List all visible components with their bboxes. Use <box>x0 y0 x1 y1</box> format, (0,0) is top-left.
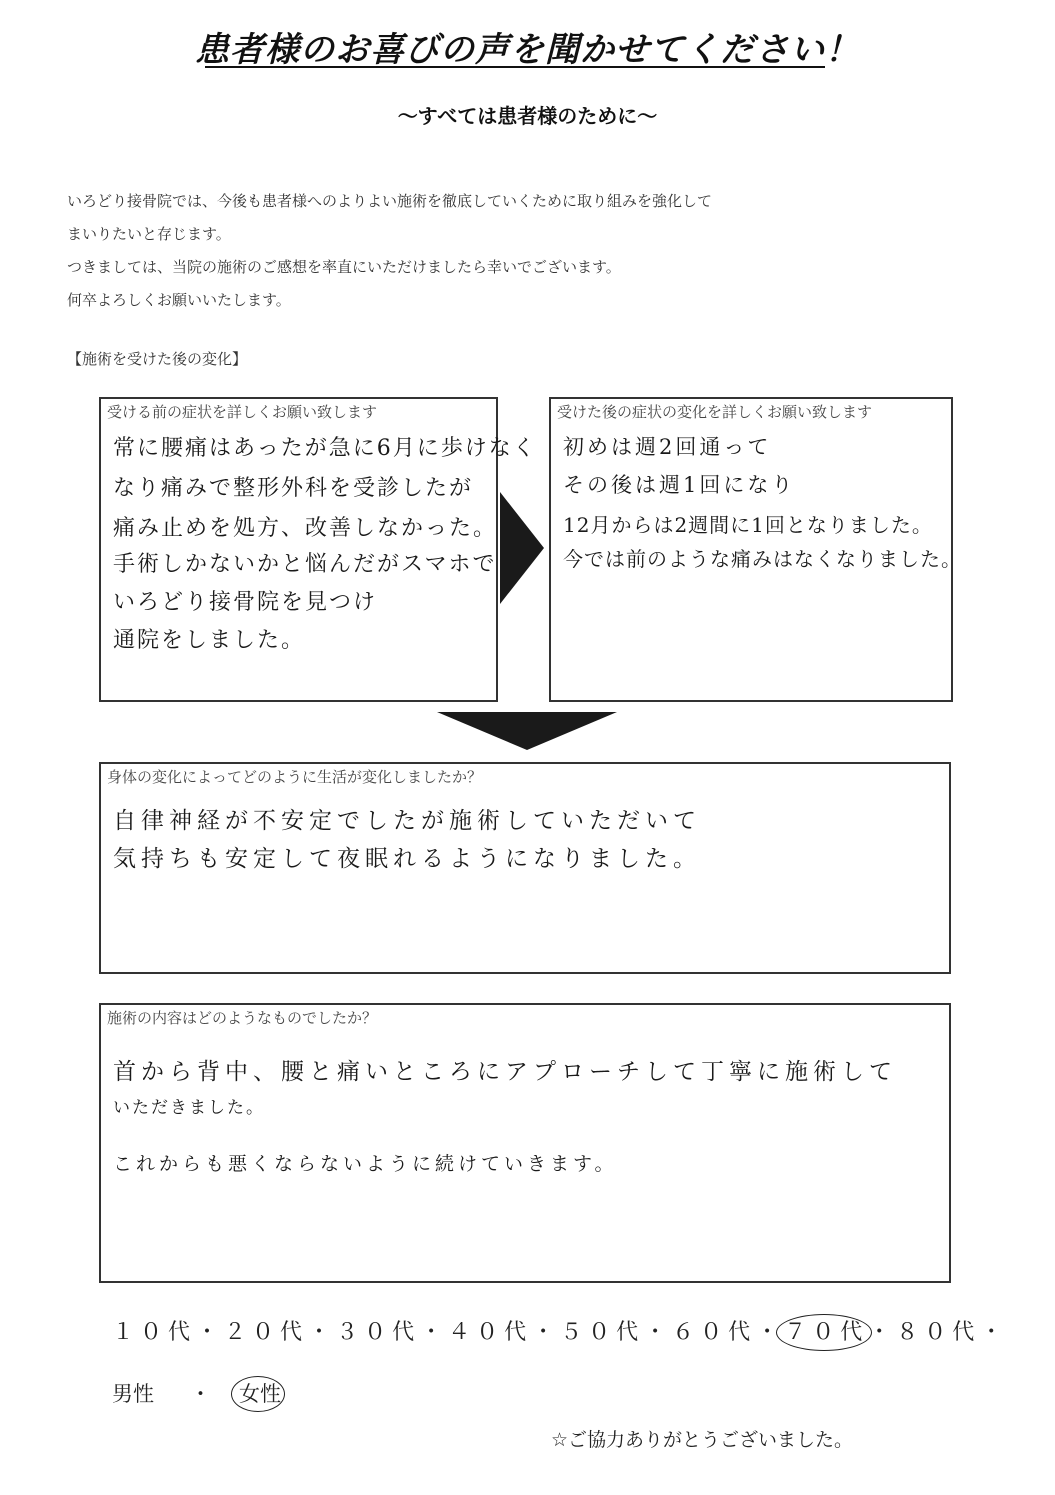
thanks-message: ☆ご協力ありがとうございました。 <box>551 1429 854 1451</box>
right-arrow-icon <box>500 492 544 604</box>
separator: ・ <box>644 1320 673 1345</box>
handwritten-line: 通院をしました。 <box>113 628 306 653</box>
handwritten-line: 初めは週2回通って <box>563 435 772 459</box>
handwritten-line: 首から背中、腰と痛いところにアプローチして丁寧に施術して <box>113 1059 897 1085</box>
handwritten-line: 常に腰痛はあったが急に6月に歩けなく <box>113 436 537 461</box>
age-option[interactable]: ５０代 <box>560 1320 645 1345</box>
handwritten-line: 自律神経が不安定でしたが施術していただいて <box>113 808 701 834</box>
age-option[interactable]: ６０代 <box>672 1320 757 1345</box>
section-heading: 【施術を受けた後の変化】 <box>67 350 248 368</box>
treatment-content-box[interactable] <box>99 1003 951 1283</box>
page-title: 患者様のお喜びの声を聞かせてください！ <box>195 30 860 70</box>
separator: ・ <box>190 1382 211 1406</box>
handwritten-line: 12月からは2週間に1回となりました。 <box>563 513 933 537</box>
separator: ・ <box>868 1320 897 1345</box>
intro-line: まいりたいと存じます。 <box>67 225 231 243</box>
page-subtitle: 〜すべては患者様のために〜 <box>397 104 658 128</box>
age-option[interactable]: ２０代 <box>224 1320 309 1345</box>
after-symptoms-box[interactable] <box>549 397 962 702</box>
gender-selection <box>112 1378 281 1408</box>
intro-line: つきましては、当院の施術のご感想を率直にいただけましたら幸いでございます。 <box>67 258 621 276</box>
handwritten-line: これからも悪くならないように続けていきます。 <box>113 1153 618 1175</box>
before-symptoms-label: 受ける前の症状を詳しくお願い致します <box>107 403 378 421</box>
separator: ・ <box>196 1320 225 1345</box>
intro-line: いろどり接骨院では、今後も患者様へのよりよい施術を徹底していくために取り組みを強化して <box>67 192 713 210</box>
after-symptoms-label: 受けた後の症状の変化を詳しくお願い致します <box>557 403 873 421</box>
age-option[interactable]: ８０代 <box>896 1320 981 1345</box>
before-symptoms-box[interactable] <box>99 397 537 702</box>
age-option[interactable]: ３０代 <box>336 1320 421 1345</box>
intro-line: 何卒よろしくお願いいたします。 <box>67 291 291 309</box>
separator: ・ <box>980 1320 1009 1345</box>
separator: ・ <box>420 1320 449 1345</box>
age-option[interactable]: ４０代 <box>448 1320 533 1345</box>
treatment-content-label: 施術の内容はどのようなものでしたか？ <box>107 1009 378 1027</box>
gender-option-male[interactable]: 男性 <box>112 1382 154 1406</box>
age-option-selected[interactable]: ７０代 <box>784 1320 869 1345</box>
separator: ・ <box>756 1320 785 1345</box>
handwritten-line: 痛み止めを処方、改善しなかった。 <box>113 516 498 541</box>
intro-text <box>67 185 947 317</box>
handwritten-line: 今では前のような痛みはなくなりました。 <box>563 547 962 571</box>
gender-option-female[interactable]: 女性 <box>239 1382 281 1406</box>
separator: ・ <box>308 1320 337 1345</box>
handwritten-line: いただきました。 <box>113 1098 265 1118</box>
handwritten-line: その後は週1回になり <box>563 473 796 497</box>
handwritten-line: いろどり接骨院を見つけ <box>113 590 378 615</box>
life-change-label: 身体の変化によってどのように生活が変化しましたか？ <box>107 768 483 786</box>
title-underline <box>205 66 825 68</box>
handwritten-line: 気持ちも安定して夜眠れるようになりました。 <box>113 846 701 872</box>
age-option[interactable]: １０代 <box>112 1320 197 1345</box>
handwritten-line: 手術しかないかと悩んだがスマホで <box>113 552 497 577</box>
handwritten-line: なり痛みで整形外科を受診したが <box>113 476 474 501</box>
down-arrow-icon <box>437 712 617 750</box>
life-change-box[interactable] <box>99 762 951 974</box>
age-selection <box>112 1315 1008 1346</box>
separator: ・ <box>532 1320 561 1345</box>
